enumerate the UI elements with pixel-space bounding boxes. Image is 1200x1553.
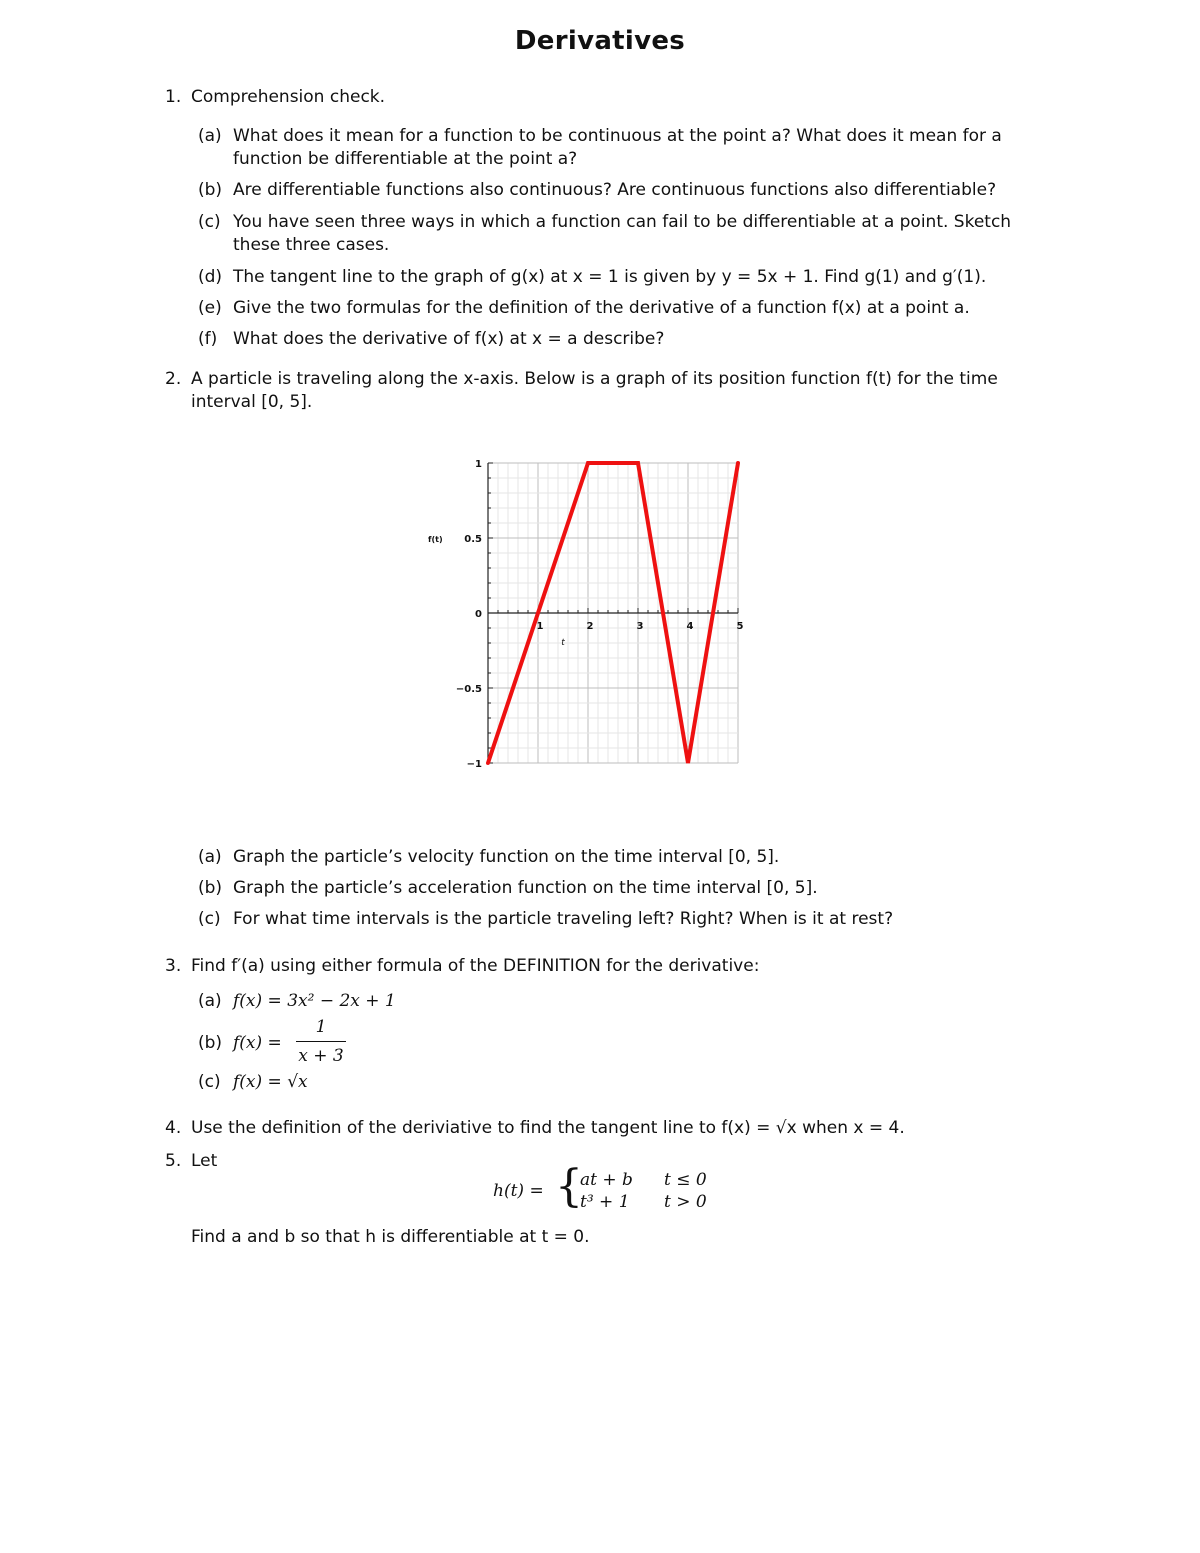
x-tick-label: 5 (736, 621, 744, 632)
y-tick-label: 1 (475, 459, 482, 470)
q1f-text: What does the derivative of f(x) at x = a describe? (233, 329, 665, 349)
q1c-label: (c) (198, 212, 221, 232)
y-tick-label: 0.5 (464, 534, 482, 545)
q3-text: Find f′(a) using either formula of the DEFINITION for the derivative: (191, 956, 760, 976)
q1e-text: Give the two formulas for the definition of the derivative of a function f(x) at a point a. (233, 298, 970, 318)
q1a-line1: What does it mean for a function to be continuous at the point a? What does it mean for a (233, 126, 1002, 146)
x-tick-label: 3 (636, 621, 644, 632)
q2-line1: A particle is traveling along the x-axis. Below is a graph of its position function f(t) for the time (191, 369, 998, 389)
q1a-label: (a) (198, 126, 222, 146)
q2b-text: Graph the particle’s acceleration function on the time interval [0, 5]. (233, 878, 818, 898)
q1e-label: (e) (198, 298, 222, 318)
q2c-text: For what time intervals is the particle traveling left? Right? When is it at rest? (233, 909, 894, 929)
q1b-text: Are differentiable functions also continuous? Are continuous functions also differentiable? (233, 180, 997, 200)
x-tick-label: 4 (686, 621, 694, 632)
q1c-line1: You have seen three ways in which a function can fail to be differentiable at a point. Sketch (233, 212, 1012, 232)
y-tick-label: −1 (466, 759, 482, 770)
q2-number: 2. (165, 369, 182, 389)
q3c-label: (c) (198, 1072, 221, 1092)
q3b-lhs: f(x) = (233, 1033, 282, 1053)
y-axis-label: f(t) (428, 535, 443, 544)
q3a-label: (a) (198, 991, 222, 1011)
x-tick-label: 1 (536, 621, 544, 632)
q5-final: Find a and b so that h is differentiable at t = 0. (191, 1227, 590, 1247)
q2a-text: Graph the particle’s velocity function on the time interval [0, 5]. (233, 847, 780, 867)
q1-text: Comprehension check. (191, 87, 386, 107)
q3b-fraction (296, 1016, 346, 1067)
x-tick-label: 2 (586, 621, 594, 632)
position-graph (420, 445, 780, 785)
q2a-label: (a) (198, 847, 222, 867)
page-title: Derivatives (514, 26, 686, 56)
q5-lhs: h(t) = (493, 1181, 544, 1201)
q5-case2-expression: t³ + 1 (580, 1192, 630, 1212)
q5-case1-expression: at + b (580, 1170, 633, 1190)
q1f-label: (f) (198, 329, 218, 349)
q3-number: 3. (165, 956, 182, 976)
q1d-text: The tangent line to the graph of g(x) at x = 1 is given by y = 5x + 1. Find g(1) and g′(1). (233, 267, 987, 287)
y-tick-label: −0.5 (455, 684, 482, 695)
q2c-label: (c) (198, 909, 221, 929)
fraction-bar (296, 1041, 346, 1042)
q3b-denominator: x + 3 (298, 1046, 344, 1066)
q4-number: 4. (165, 1118, 182, 1138)
q4-text: Use the definition of the deriviative to find the tangent line to f(x) = √x when x = 4. (191, 1118, 905, 1138)
q3c-expression: f(x) = √x (233, 1072, 308, 1092)
q1b-label: (b) (198, 180, 223, 200)
q5-text: Let (191, 1151, 218, 1171)
x-axis-label: t (561, 638, 565, 648)
q5-case1-condition: t ≤ 0 (664, 1170, 707, 1190)
q1a-line2: function be differentiable at the point a? (233, 149, 578, 169)
q1c-line2: these three cases. (233, 235, 390, 255)
q3a-expression: f(x) = 3x² − 2x + 1 (233, 991, 396, 1011)
q2b-label: (b) (198, 878, 223, 898)
q1d-label: (d) (198, 267, 223, 287)
q3b-numerator: 1 (315, 1017, 327, 1037)
q3b-label: (b) (198, 1033, 223, 1053)
q5-number: 5. (165, 1151, 182, 1171)
q1-number: 1. (165, 87, 182, 107)
y-tick-label: 0 (475, 609, 482, 620)
q5-case2-condition: t > 0 (664, 1192, 707, 1212)
piecewise-brace: { (555, 1161, 583, 1212)
q2-line2: interval [0, 5]. (191, 392, 313, 412)
